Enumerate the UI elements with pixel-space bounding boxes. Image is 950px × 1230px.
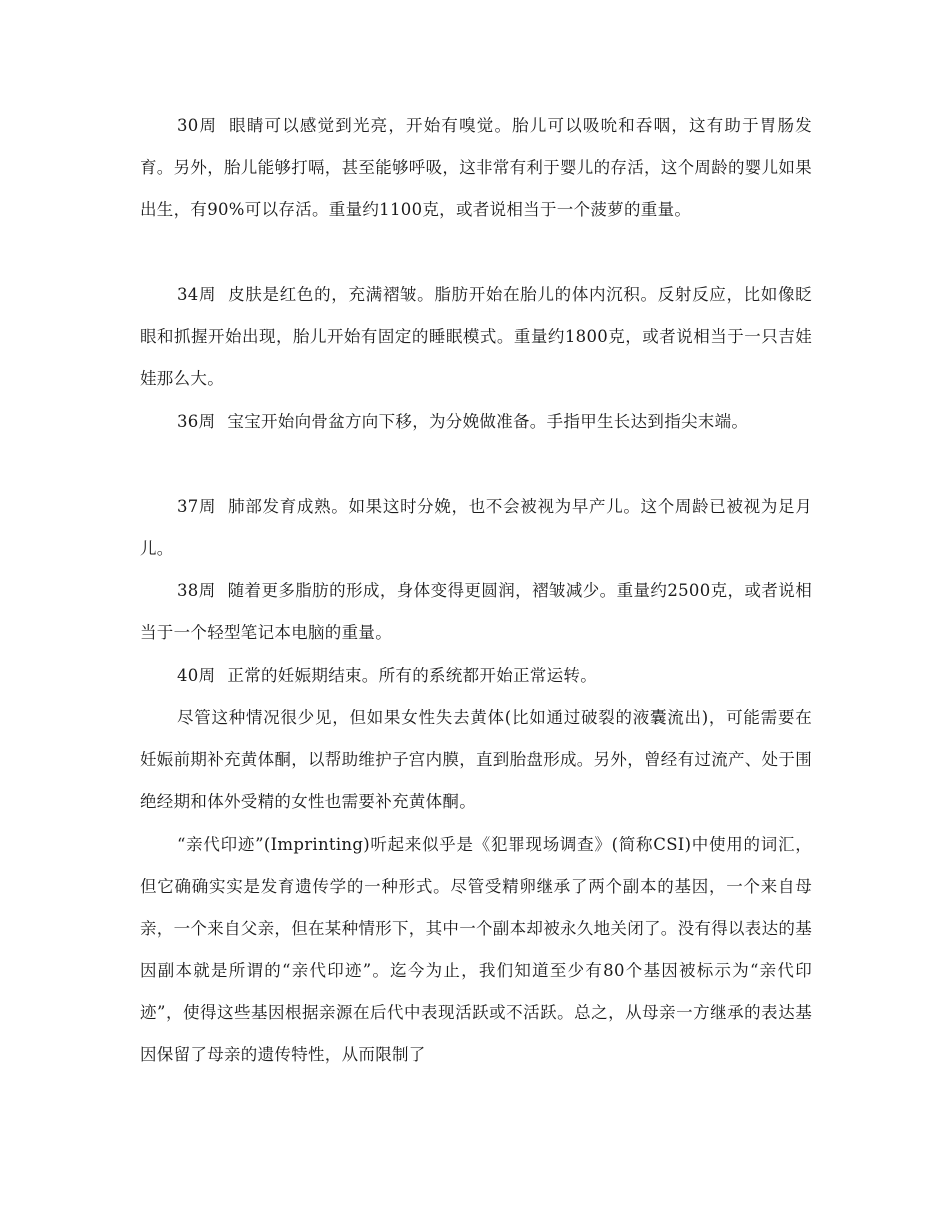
paragraph-text: 肺部发育成熟。如果这时分娩，也不会被视为早产儿。这个周龄已被视为足月儿。 bbox=[140, 497, 812, 558]
paragraph-week-38 bbox=[140, 570, 812, 654]
week-label: 40周 bbox=[177, 666, 216, 685]
paragraph-imprinting bbox=[140, 824, 812, 1076]
week-label: 36周 bbox=[177, 412, 216, 431]
paragraph-week-37 bbox=[140, 486, 812, 570]
paragraph-week-30 bbox=[140, 105, 812, 231]
paragraph-week-40 bbox=[140, 655, 812, 697]
paragraph-text: 尽管这种情况很少见，但如果女性失去黄体(比如通过破裂的液囊流出)，可能需要在妊娠前期补充黄体酮，以帮助维护子宫内膜，直到胎盘形成。另外，曾经有过流产、处于围绝经期和体外受精的女性也需要补充黄体酮。 bbox=[140, 708, 812, 811]
paragraph-text: 宝宝开始向骨盆方向下移，为分娩做准备。手指甲生长达到指尖末端。 bbox=[227, 412, 749, 431]
paragraph-text: 正常的妊娠期结束。所有的系统都开始正常运转。 bbox=[227, 666, 598, 685]
week-label: 34周 bbox=[177, 285, 217, 304]
paragraph-week-36 bbox=[140, 401, 812, 443]
week-label: 38周 bbox=[177, 581, 216, 600]
paragraph-progesterone bbox=[140, 697, 812, 823]
paragraph-text: 眼睛可以感觉到光亮，开始有嗅觉。胎儿可以吸吮和吞咽，这有助于胃肠发育。另外，胎儿能够打嗝，甚至能够呼吸，这非常有利于婴儿的存活，这个周龄的婴儿如果出生，有90%可以存活。重量约1100克，或者说相当于一个菠萝的重量。 bbox=[140, 116, 812, 219]
week-label: 30周 bbox=[177, 116, 218, 135]
paragraph-week-34 bbox=[140, 274, 812, 400]
week-label: 37周 bbox=[177, 497, 217, 516]
paragraph-text: “亲代印迹”(Imprinting)听起来似乎是《犯罪现场调查》(简称CSI)中使用的词汇，但它确确实实是发育遗传学的一种形式。尽管受精卵继承了两个副本的基因，一个来自母亲，一个来自父亲，但在某种情形下，其中一个副本却被永久地关闭了。没有得以表达的基因副本就是所谓的“亲代印迹”。迄今为止，我们知道至少有80个基因被标示为“亲代印迹”，使得这些基因根据亲源在后代中表现活跃或不活跃。总之，从母亲一方继承的表达基因保留了母亲的遗传特性，从而限制了 bbox=[140, 835, 812, 1064]
paragraph-text: 皮肤是红色的，充满褶皱。脂肪开始在胎儿的体内沉积。反射反应，比如像眨眼和抓握开始出现，胎儿开始有固定的睡眠模式。重量约1800克，或者说相当于一只吉娃娃那么大。 bbox=[140, 285, 812, 388]
paragraph-text: 随着更多脂肪的形成，身体变得更圆润，褶皱减少。重量约2500克，或者说相当于一个轻型笔记本电脑的重量。 bbox=[140, 581, 812, 642]
